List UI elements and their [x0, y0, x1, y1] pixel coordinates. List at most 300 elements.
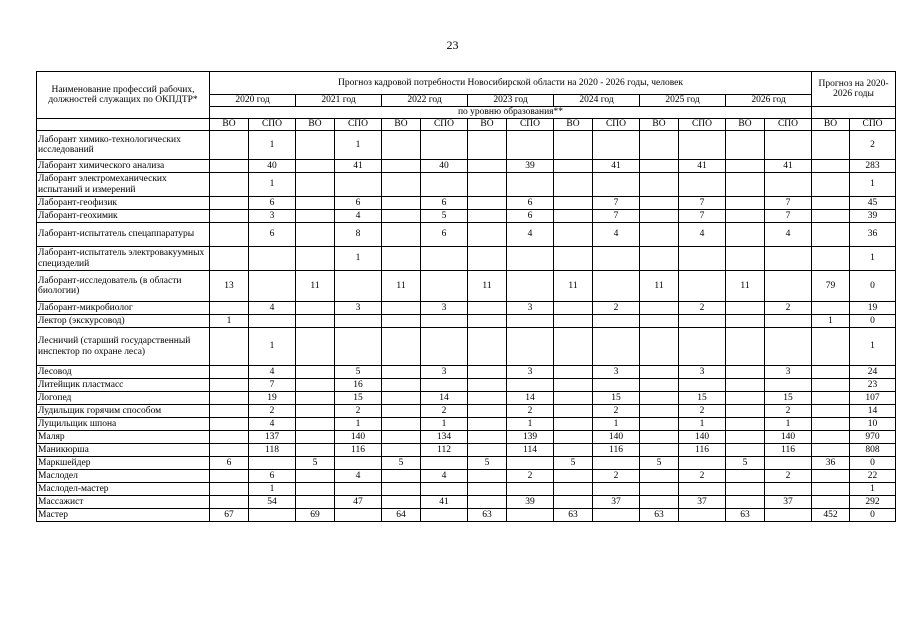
- profession-name: Маляр: [37, 431, 210, 444]
- spo-value-cell: 41: [335, 160, 382, 173]
- vo-value-cell: [640, 379, 679, 392]
- profession-name: Литейщик пластмасс: [37, 379, 210, 392]
- spo-value-cell: 139: [507, 431, 554, 444]
- vo-value-cell: [554, 470, 593, 483]
- vo-value-cell: [726, 173, 765, 197]
- spo-value-cell: 0: [850, 271, 896, 302]
- spo-value-cell: 7: [679, 197, 726, 210]
- spo-value-cell: 3: [507, 366, 554, 379]
- year-header: 2025 год: [640, 95, 726, 107]
- vo-value-cell: [812, 431, 850, 444]
- table-row: [37, 379, 896, 392]
- vo-value-cell: 5: [640, 457, 679, 470]
- vo-value-cell: [726, 131, 765, 160]
- spo-value-cell: [335, 328, 382, 366]
- vo-value-cell: [296, 496, 335, 509]
- spo-value-cell: 808: [850, 444, 896, 457]
- spo-value-cell: 283: [850, 160, 896, 173]
- year-header: 2026 год: [726, 95, 812, 107]
- vo-value-cell: [210, 444, 249, 457]
- spo-header: СПО: [593, 119, 640, 131]
- total-spacer: [812, 107, 896, 119]
- spo-value-cell: [765, 457, 812, 470]
- vo-value-cell: [382, 366, 421, 379]
- table-row: [37, 315, 896, 328]
- spo-value-cell: [335, 173, 382, 197]
- spo-value-cell: [679, 315, 726, 328]
- vo-value-cell: [296, 405, 335, 418]
- spo-header: СПО: [765, 119, 812, 131]
- vo-value-cell: [812, 210, 850, 223]
- spo-value-cell: 15: [335, 392, 382, 405]
- vo-value-cell: 5: [554, 457, 593, 470]
- vo-value-cell: [812, 247, 850, 271]
- vo-value-cell: [468, 431, 507, 444]
- vo-value-cell: [296, 444, 335, 457]
- vo-value-cell: [726, 247, 765, 271]
- vo-value-cell: [640, 223, 679, 247]
- profession-name: Лаборант-исследователь (в области биологии): [37, 271, 210, 302]
- vo-value-cell: [382, 328, 421, 366]
- spo-value-cell: 6: [421, 197, 468, 210]
- vo-value-cell: [468, 418, 507, 431]
- spo-value-cell: 19: [249, 392, 296, 405]
- vo-header: ВО: [812, 119, 850, 131]
- profession-name: Маркшейдер: [37, 457, 210, 470]
- profession-name: Лесовод: [37, 366, 210, 379]
- spo-value-cell: [249, 509, 296, 522]
- spo-value-cell: [593, 271, 640, 302]
- spo-value-cell: 2: [249, 405, 296, 418]
- vo-value-cell: [726, 444, 765, 457]
- spo-value-cell: 1: [765, 418, 812, 431]
- vo-value-cell: 11: [468, 271, 507, 302]
- spo-value-cell: 7: [593, 210, 640, 223]
- spo-value-cell: 140: [335, 431, 382, 444]
- spo-value-cell: [679, 247, 726, 271]
- vo-value-cell: [468, 379, 507, 392]
- spo-value-cell: 41: [421, 496, 468, 509]
- vo-value-cell: [468, 223, 507, 247]
- vo-value-cell: [640, 210, 679, 223]
- vo-header: ВО: [296, 119, 335, 131]
- vo-value-cell: [640, 496, 679, 509]
- vo-value-cell: 79: [812, 271, 850, 302]
- spo-value-cell: 1: [335, 418, 382, 431]
- spo-value-cell: [335, 315, 382, 328]
- profession-name: Лудильщик горячим способом: [37, 405, 210, 418]
- vo-value-cell: 63: [726, 509, 765, 522]
- spo-value-cell: 37: [765, 496, 812, 509]
- vo-value-cell: [726, 223, 765, 247]
- vo-value-cell: [554, 247, 593, 271]
- vo-value-cell: 67: [210, 509, 249, 522]
- spo-value-cell: [593, 483, 640, 496]
- spo-value-cell: [507, 379, 554, 392]
- by-education-level-header: по уровню образования**: [210, 107, 812, 119]
- spo-value-cell: 1: [850, 173, 896, 197]
- vo-value-cell: [554, 392, 593, 405]
- vo-value-cell: 11: [382, 271, 421, 302]
- spo-value-cell: 0: [850, 509, 896, 522]
- spo-header: СПО: [335, 119, 382, 131]
- spo-value-cell: 8: [335, 223, 382, 247]
- spo-value-cell: 1: [335, 131, 382, 160]
- spo-value-cell: [507, 328, 554, 366]
- spo-value-cell: 1: [249, 328, 296, 366]
- vo-value-cell: [210, 431, 249, 444]
- vo-value-cell: [726, 418, 765, 431]
- table-row: [37, 160, 896, 173]
- vo-value-cell: [726, 366, 765, 379]
- spo-value-cell: 2: [421, 405, 468, 418]
- vo-value-cell: [640, 302, 679, 315]
- vo-value-cell: [468, 366, 507, 379]
- vo-value-cell: [554, 160, 593, 173]
- year-header: 2024 год: [554, 95, 640, 107]
- vo-header: ВО: [726, 119, 765, 131]
- spo-header: СПО: [850, 119, 896, 131]
- profession-name: Маслодел: [37, 470, 210, 483]
- spo-value-cell: 10: [850, 418, 896, 431]
- vo-value-cell: 11: [554, 271, 593, 302]
- vo-value-cell: [210, 210, 249, 223]
- vo-value-cell: 5: [726, 457, 765, 470]
- vo-value-cell: [210, 379, 249, 392]
- spo-value-cell: 4: [507, 223, 554, 247]
- spo-value-cell: 1: [850, 328, 896, 366]
- vo-value-cell: [468, 483, 507, 496]
- spo-value-cell: [765, 315, 812, 328]
- spo-value-cell: 19: [850, 302, 896, 315]
- vo-value-cell: [554, 197, 593, 210]
- table-row: [37, 131, 896, 160]
- spo-value-cell: 1: [679, 418, 726, 431]
- spo-value-cell: 2: [679, 405, 726, 418]
- spo-value-cell: 140: [679, 431, 726, 444]
- vo-value-cell: [296, 315, 335, 328]
- spo-value-cell: [421, 379, 468, 392]
- spo-value-cell: 7: [593, 197, 640, 210]
- vo-value-cell: 36: [812, 457, 850, 470]
- vo-value-cell: 11: [296, 271, 335, 302]
- profession-name: Мастер: [37, 509, 210, 522]
- spo-value-cell: 3: [421, 366, 468, 379]
- spo-value-cell: [679, 457, 726, 470]
- spo-value-cell: 39: [507, 160, 554, 173]
- vo-value-cell: [382, 496, 421, 509]
- vo-value-cell: [726, 197, 765, 210]
- vo-value-cell: [726, 379, 765, 392]
- vo-value-cell: [382, 302, 421, 315]
- vo-value-cell: [726, 470, 765, 483]
- vo-value-cell: [468, 173, 507, 197]
- vo-value-cell: [554, 379, 593, 392]
- year-header: 2022 год: [382, 95, 468, 107]
- spo-value-cell: [507, 509, 554, 522]
- vo-value-cell: [296, 366, 335, 379]
- spo-value-cell: 4: [249, 366, 296, 379]
- vo-value-cell: 5: [468, 457, 507, 470]
- spo-value-cell: 3: [249, 210, 296, 223]
- spo-value-cell: 107: [850, 392, 896, 405]
- vo-value-cell: [468, 392, 507, 405]
- vo-value-cell: [640, 315, 679, 328]
- table-row: [37, 418, 896, 431]
- spo-value-cell: 116: [593, 444, 640, 457]
- spo-value-cell: 39: [850, 210, 896, 223]
- spo-value-cell: 116: [679, 444, 726, 457]
- vo-value-cell: [812, 160, 850, 173]
- table-row: [37, 173, 896, 197]
- table-row: [37, 210, 896, 223]
- profession-name: Лаборант-испытатель спецаппаратуры: [37, 223, 210, 247]
- spo-value-cell: 2: [593, 470, 640, 483]
- spo-header: СПО: [507, 119, 554, 131]
- spo-value-cell: 2: [593, 405, 640, 418]
- vo-value-cell: [382, 160, 421, 173]
- spo-value-cell: 5: [421, 210, 468, 223]
- spo-value-cell: [421, 328, 468, 366]
- spo-value-cell: 1: [593, 418, 640, 431]
- vo-value-cell: [640, 160, 679, 173]
- spo-value-cell: 0: [850, 315, 896, 328]
- spo-value-cell: [421, 457, 468, 470]
- spo-value-cell: [421, 173, 468, 197]
- spo-value-cell: [507, 483, 554, 496]
- profession-name: Лаборант-испытатель электровакуумных специзделий: [37, 247, 210, 271]
- profession-column-header: Наименование профессий рабочих, должностей служащих по ОКПДТР*: [37, 72, 210, 119]
- table-row: [37, 483, 896, 496]
- vo-header: ВО: [210, 119, 249, 131]
- year-header: 2023 год: [468, 95, 554, 107]
- vo-value-cell: 6: [210, 457, 249, 470]
- vo-value-cell: [210, 160, 249, 173]
- vo-value-cell: [554, 496, 593, 509]
- page-number: 23: [446, 38, 459, 52]
- vo-value-cell: [382, 444, 421, 457]
- vo-value-cell: [554, 173, 593, 197]
- spo-value-cell: [335, 509, 382, 522]
- vo-value-cell: 63: [468, 509, 507, 522]
- vo-value-cell: [554, 315, 593, 328]
- vo-value-cell: [812, 470, 850, 483]
- spo-value-cell: [765, 328, 812, 366]
- spo-value-cell: [593, 247, 640, 271]
- vo-value-cell: [726, 392, 765, 405]
- table-row: [37, 271, 896, 302]
- spo-value-cell: 4: [335, 210, 382, 223]
- table-row: [37, 444, 896, 457]
- vo-value-cell: [210, 405, 249, 418]
- vo-value-cell: [726, 160, 765, 173]
- profession-name: Маслодел-мастер: [37, 483, 210, 496]
- vo-value-cell: [726, 328, 765, 366]
- vo-value-cell: [210, 328, 249, 366]
- vo-value-cell: [296, 431, 335, 444]
- spo-value-cell: 3: [335, 302, 382, 315]
- vo-value-cell: [296, 302, 335, 315]
- spo-value-cell: 116: [335, 444, 382, 457]
- vo-value-cell: 63: [640, 509, 679, 522]
- vo-value-cell: 11: [726, 271, 765, 302]
- vo-value-cell: [812, 444, 850, 457]
- vo-value-cell: [382, 418, 421, 431]
- spo-value-cell: 6: [249, 223, 296, 247]
- vo-value-cell: [812, 328, 850, 366]
- spo-value-cell: [765, 379, 812, 392]
- vo-value-cell: [210, 470, 249, 483]
- spo-value-cell: 24: [850, 366, 896, 379]
- spo-value-cell: [593, 379, 640, 392]
- vo-value-cell: [296, 197, 335, 210]
- profession-name: Лесничий (старший государственный инспектор по охране леса): [37, 328, 210, 366]
- spo-value-cell: [335, 271, 382, 302]
- spo-value-cell: 137: [249, 431, 296, 444]
- spo-value-cell: [421, 247, 468, 271]
- vo-value-cell: [554, 210, 593, 223]
- spo-value-cell: 1: [249, 483, 296, 496]
- spo-value-cell: 3: [593, 366, 640, 379]
- vo-value-cell: [296, 247, 335, 271]
- vo-value-cell: [382, 131, 421, 160]
- table-row: [37, 247, 896, 271]
- spo-value-cell: [421, 483, 468, 496]
- spo-value-cell: [507, 131, 554, 160]
- spo-value-cell: 1: [850, 247, 896, 271]
- spo-value-cell: [593, 457, 640, 470]
- spo-value-cell: [507, 247, 554, 271]
- table-row: [37, 366, 896, 379]
- spo-value-cell: 7: [765, 210, 812, 223]
- vo-value-cell: [554, 483, 593, 496]
- spo-value-cell: [421, 509, 468, 522]
- vo-value-cell: [726, 302, 765, 315]
- table-row: [37, 496, 896, 509]
- spo-value-cell: 14: [850, 405, 896, 418]
- vo-value-cell: 1: [812, 315, 850, 328]
- vo-value-cell: [382, 173, 421, 197]
- spo-value-cell: 2: [850, 131, 896, 160]
- spo-value-cell: 4: [335, 470, 382, 483]
- vo-value-cell: 5: [382, 457, 421, 470]
- spo-value-cell: [421, 315, 468, 328]
- spo-value-cell: 2: [507, 405, 554, 418]
- workforce-forecast-table: [36, 71, 896, 522]
- profession-name: Маникюрша: [37, 444, 210, 457]
- spo-value-cell: 39: [507, 496, 554, 509]
- spo-value-cell: 1: [507, 418, 554, 431]
- profession-name: Лаборант-геохимик: [37, 210, 210, 223]
- spo-value-cell: 54: [249, 496, 296, 509]
- spo-value-cell: 6: [421, 223, 468, 247]
- vo-value-cell: [382, 392, 421, 405]
- vo-value-cell: [812, 496, 850, 509]
- table-row: [37, 328, 896, 366]
- spo-value-cell: 1: [850, 483, 896, 496]
- vo-value-cell: 11: [640, 271, 679, 302]
- vo-value-cell: [210, 223, 249, 247]
- spo-value-cell: 22: [850, 470, 896, 483]
- spo-value-cell: 134: [421, 431, 468, 444]
- vo-value-cell: [554, 366, 593, 379]
- spo-value-cell: 114: [507, 444, 554, 457]
- vo-value-cell: [382, 483, 421, 496]
- spo-value-cell: 14: [421, 392, 468, 405]
- spo-value-cell: 2: [765, 470, 812, 483]
- profession-name: Лаборант-микробиолог: [37, 302, 210, 315]
- vo-value-cell: [640, 483, 679, 496]
- spo-value-cell: [593, 328, 640, 366]
- vo-value-cell: 69: [296, 509, 335, 522]
- spo-value-cell: 3: [679, 366, 726, 379]
- vo-value-cell: 5: [296, 457, 335, 470]
- vo-value-cell: [640, 405, 679, 418]
- vo-value-cell: [812, 223, 850, 247]
- table-row: [37, 457, 896, 470]
- profession-name: Лущильщик шпона: [37, 418, 210, 431]
- vo-value-cell: [726, 210, 765, 223]
- forecast-title-header: Прогноз кадровой потребности Новосибирской области на 2020 - 2026 годы, человек: [210, 72, 812, 95]
- vo-value-cell: [210, 483, 249, 496]
- spo-value-cell: [593, 315, 640, 328]
- vo-value-cell: [726, 405, 765, 418]
- profession-name: Лаборант электромеханических испытаний и измерений: [37, 173, 210, 197]
- table-row: [37, 509, 896, 522]
- vo-value-cell: [554, 431, 593, 444]
- spo-value-cell: 6: [507, 210, 554, 223]
- spo-value-cell: 36: [850, 223, 896, 247]
- spo-header: СПО: [679, 119, 726, 131]
- spo-value-cell: [679, 379, 726, 392]
- vo-value-cell: [640, 197, 679, 210]
- vo-value-cell: 13: [210, 271, 249, 302]
- vo-value-cell: [468, 197, 507, 210]
- spo-value-cell: [421, 271, 468, 302]
- vo-value-cell: [296, 418, 335, 431]
- vo-value-cell: [382, 379, 421, 392]
- spo-value-cell: [593, 173, 640, 197]
- vo-value-cell: [468, 496, 507, 509]
- spo-value-cell: [421, 131, 468, 160]
- table-row: [37, 405, 896, 418]
- vo-value-cell: [812, 302, 850, 315]
- spo-value-cell: [679, 173, 726, 197]
- profession-name: Лектор (экскурсовод): [37, 315, 210, 328]
- vo-value-cell: [210, 418, 249, 431]
- spo-value-cell: [593, 131, 640, 160]
- vo-header: ВО: [468, 119, 507, 131]
- table-row: [37, 197, 896, 210]
- spo-value-cell: [765, 483, 812, 496]
- spo-value-cell: 118: [249, 444, 296, 457]
- vo-value-cell: [210, 173, 249, 197]
- table-row: [37, 223, 896, 247]
- spo-value-cell: [507, 315, 554, 328]
- spo-header: СПО: [421, 119, 468, 131]
- spo-value-cell: 5: [335, 366, 382, 379]
- spo-value-cell: 3: [421, 302, 468, 315]
- spo-value-cell: [249, 271, 296, 302]
- table-header: [37, 72, 896, 131]
- vo-value-cell: [812, 379, 850, 392]
- vo-value-cell: [296, 470, 335, 483]
- spo-value-cell: [249, 247, 296, 271]
- spo-value-cell: 47: [335, 496, 382, 509]
- spo-value-cell: 40: [421, 160, 468, 173]
- profession-name: Лаборант-геофизик: [37, 197, 210, 210]
- vo-value-cell: [296, 379, 335, 392]
